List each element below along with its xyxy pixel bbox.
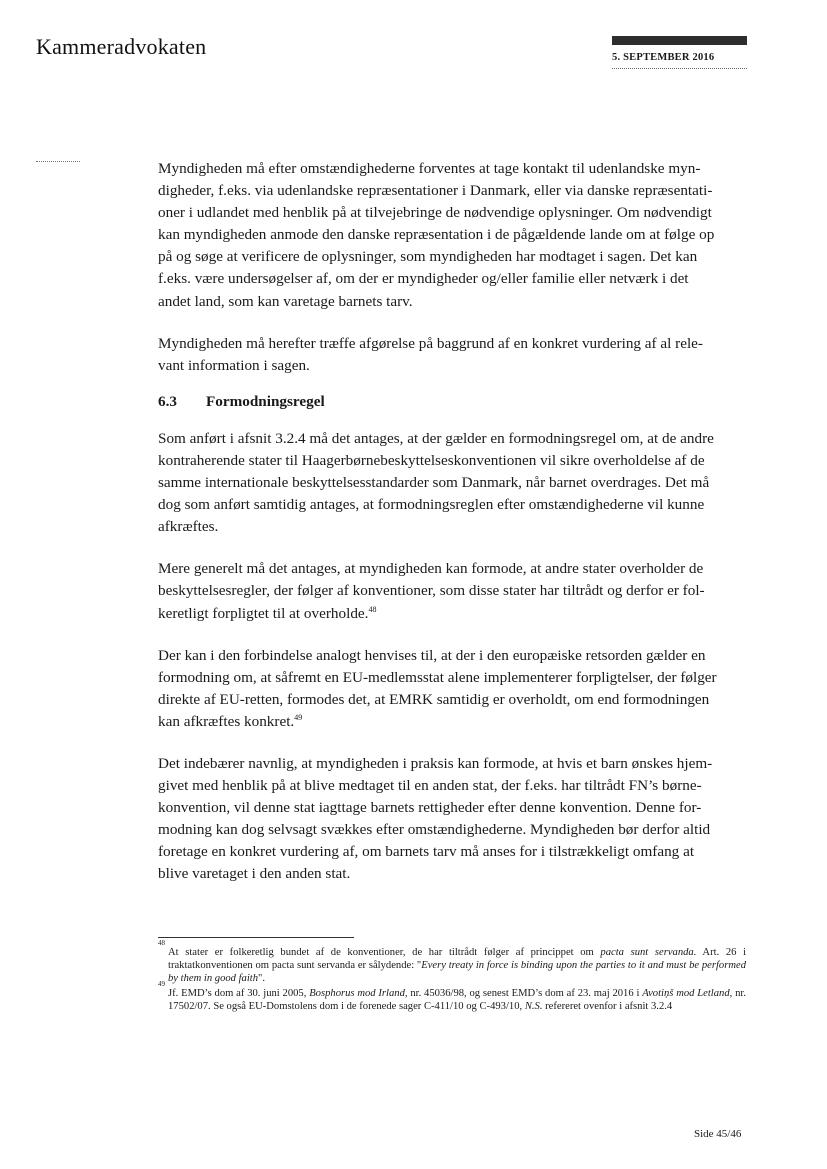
paragraph-3: Som anført i afsnit 3.2.4 må det antages, at der gælder en formodningsregel om, at de andre kontraherende stater til Haagerbørnebeskyttelseskonventionen vil sikre overholdelse af de samme internationale beskyttelsesstandarder som Danmark, når barnet overdrages. Det må dog som anført samtidig antages, at formodningsreglen efter omstændighederne vil kunne afkræftes. [158, 429, 714, 536]
paragraph-2: Myndigheden må herefter træffe afgørelse på baggrund af en konkret vurdering af al rele- vant information i sagen. [158, 334, 703, 374]
paragraph-4: Mere generelt må det antages, at myndigheden kan formode, at andre stater overholder de beskyttelsesregler, der følger af konventioner, som disse stater har tiltrådt og derfor er fol- keretligt forpligtet til at overholde.$^{48}$ [158, 560, 705, 622]
paragraph-6: Det indebærer navnlig, at myndigheden i praksis kan formode, at hvis et barn ønskes hjem- givet med henblik på at blive medtaget til en anden stat, der f.eks. har tiltrådt FN’s børne- konvention, vil denne stat iagttage barnets rettigheder efter denne konvention. Denne for- modning kan dog selvsagt svækkes efter omstændighederne. Myndigheden bør derfor altid foretage en konkret vurdering af, om barnets tarv må anses for i tilstrækkeligt omfang at blive varetaget i den anden stat. [158, 754, 713, 883]
section-heading [158, 391, 744, 413]
footnote-48: 48 At stater er folkeretlig bundet af de konventioner, de har tiltrådt følger af princippet om pacta sunt servanda. Art. 26 i traktatkonventionen om pacta sunt servanda er sålydende: "Every treaty in force is binding upon the parties to it and must be performed by them in good faith". [158, 939, 747, 985]
document-date: 5. SEPTEMBER 2016 [612, 52, 715, 63]
margin-dotted-rule [36, 161, 80, 162]
paragraph-1: Myndigheden må efter omstændighederne forventes at tage kontakt til udenlandske myn- digheder, f.eks. via udenlandske repræsentationer i Danmark, eller via danske repræsentati- oner i udlandet med henblik på at tilvejebringe de nødvendige oplysninger. Om nødvendigt kan myndigheden anmode den danske repræsentation i de pågældende lande om at følge op på og søge at verificere de oplysninger, som myndigheden har modtaget i sagen. Det kan f.eks. være undersøgelser af, om der er myndigheder og/eller familie eller netværk i det andet land, som kan varetage barnets tarv. [158, 160, 715, 310]
paragraph-5: Der kan i den forbindelse analogt henvises til, at der i den europæiske retsorden gælder en formodning om, at såfremt en EU-medlemsstat alene implementerer forpligtelser, der følger direkte af EU-retten, formodes det, at EMRK samtidig er overholdt, om end formodningen kan afkræftes konkret.$^{49}$ [158, 646, 717, 730]
footnote-separator [158, 937, 354, 938]
kammeradvokaten-logo: Kammeradvokaten [36, 34, 207, 59]
date-dotted-rule [612, 68, 747, 69]
footnote-ref-49[interactable]: 49 [294, 712, 303, 722]
footnote-ref-48[interactable]: 48 [368, 604, 377, 614]
footnotes [158, 939, 747, 1014]
footnote-49: 49 Jf. EMD’s dom af 30. juni 2005, Bosphorus mod Irland, nr. 45036/98, og senest EMD’s dom af 23. maj 2016 i Avotiņš mod Letland, nr. 17502/07. Se også EU-Domstolens dom i de forenede sager C-411/10 og C-493/10, N.S. refereret ovenfor i afsnit 3.2.4 [158, 979, 746, 1012]
page-number: Side 45/46 [694, 1128, 742, 1140]
section-title: Formodningsregel [206, 392, 325, 410]
section-number: 6.3 [158, 392, 177, 410]
date-block [612, 36, 747, 69]
date-bar [612, 36, 747, 45]
body-text [158, 158, 744, 886]
